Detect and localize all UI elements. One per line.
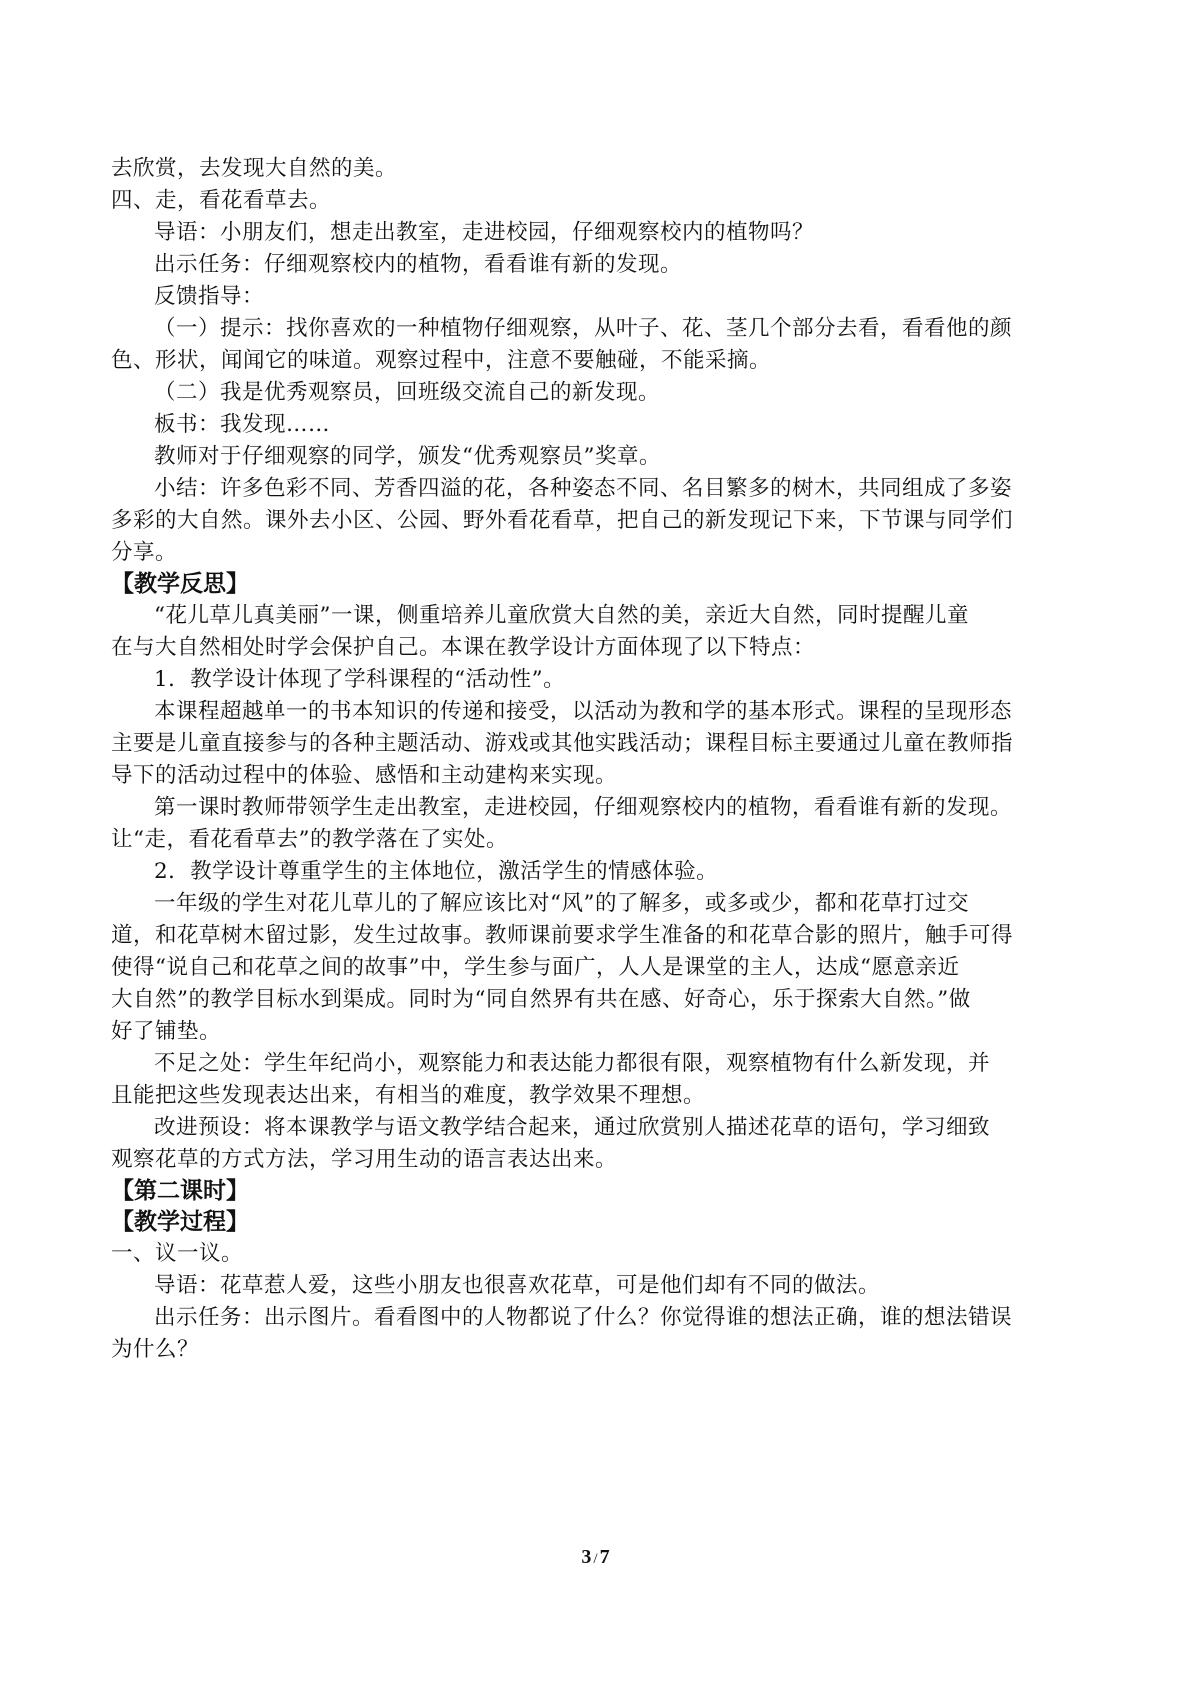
paragraph-line: 四、走，看花看草去。 [111,188,332,213]
paragraph-line: 在与大自然相处时学会保护自己。本课在教学设计方面体现了以下特点： [111,635,816,660]
paragraph-line: 让“走，看花看草去”的教学落在了实处。 [111,827,508,852]
paragraph-line: 一、议一议。 [111,1241,244,1266]
paragraph-line: 分享。 [111,540,178,565]
paragraph-line: 板书：我发现…… [154,412,331,437]
paragraph-line: 反馈指导： [154,284,265,309]
paragraph-line: 2．教学设计尊重学生的主体地位，激活学生的情感体验。 [154,859,719,884]
section-heading: 【教学反思】 [111,571,249,597]
paragraph-line: 改进预设：将本课教学与语文教学结合起来，通过欣赏别人描述花草的语句，学习细致 [154,1115,991,1140]
paragraph-line: （一）提示：找你喜欢的一种植物仔细观察，从叶子、花、茎几个部分去看，看看他的颜 [154,316,1013,341]
current-page-number: 3 [581,1546,592,1568]
paragraph-line: 多彩的大自然。课外去小区、公园、野外看花看草，把自己的新发现记下来，下节课与同学们 [111,508,1014,533]
paragraph-line: 好了铺垫。 [111,1019,222,1044]
paragraph-line: 观察花草的方式方法，学习用生动的语言表达出来。 [111,1147,618,1172]
paragraph-line: 第一课时教师带领学生走出教室，走进校园，仔细观察校内的植物，看看谁有新的发现。 [154,795,1013,820]
paragraph-line: 使得“说自己和花草之间的故事”中，学生参与面广，人人是课堂的主人，达成“愿意亲近 [111,955,960,980]
paragraph-line: 1．教学设计体现了学科课程的“活动性”。 [154,667,566,692]
page-body [111,153,1093,1366]
paragraph-line: 小结：许多色彩不同、芳香四溢的花，各种姿态不同、名目繁多的树木，共同组成了多姿 [154,476,1013,501]
section-heading: 【第二课时】 [111,1178,249,1204]
page-separator: / [593,1551,598,1567]
paragraph-line: 一年级的学生对花儿草儿的了解应该比对“风”的了解多，或多或少，都和花草打过交 [154,891,969,916]
paragraph-line: 色、形状，闻闻它的味道。观察过程中，注意不要触碰，不能采摘。 [111,348,772,373]
paragraph-line: 导语：花草惹人爱，这些小朋友也很喜欢花草，可是他们却有不同的做法。 [154,1273,881,1298]
paragraph-line: 不足之处：学生年纪尚小，观察能力和表达能力都很有限，观察植物有什么新发现，并 [154,1051,991,1076]
page-number [0,1546,1191,1569]
paragraph-line: 出示任务：仔细观察校内的植物，看看谁有新的发现。 [154,252,683,277]
paragraph-line: 大自然”的教学目标水到渠成。同时为“同自然界有共在感、好奇心，乐于探索大自然。”做 [111,987,971,1012]
section-heading: 【教学过程】 [111,1209,249,1235]
paragraph-line: 道，和花草树木留过影，发生过故事。教师课前要求学生准备的和花草合影的照片，触手可得 [111,923,1014,948]
paragraph-line: 教师对于仔细观察的同学，颁发“优秀观察员”奖章。 [154,444,661,469]
paragraph-line: 导下的活动过程中的体验、感悟和主动建构来实现。 [111,763,618,788]
paragraph-line: 去欣赏，去发现大自然的美。 [111,156,398,181]
paragraph-line: 本课程超越单一的书本知识的传递和接受，以活动为教和学的基本形式。课程的呈现形态 [154,699,1013,724]
total-page-count: 7 [599,1546,610,1568]
paragraph-line: 主要是儿童直接参与的各种主题活动、游戏或其他实践活动；课程目标主要通过儿童在教师指 [111,731,1014,756]
paragraph-line: “花儿草儿真美丽”一课，侧重培养儿童欣赏大自然的美，亲近大自然，同时提醒儿童 [154,603,969,628]
paragraph-line: 且能把这些发现表达出来，有相当的难度，教学效果不理想。 [111,1083,706,1108]
paragraph-line: 为什么？ [111,1337,200,1362]
paragraph-line: 导语：小朋友们，想走出教室，走进校园，仔细观察校内的植物吗？ [154,220,815,245]
paragraph-line: （二）我是优秀观察员，回班级交流自己的新发现。 [154,380,661,405]
paragraph-line: 出示任务：出示图片。看看图中的人物都说了什么？你觉得谁的想法正确，谁的想法错误 [154,1305,1013,1330]
